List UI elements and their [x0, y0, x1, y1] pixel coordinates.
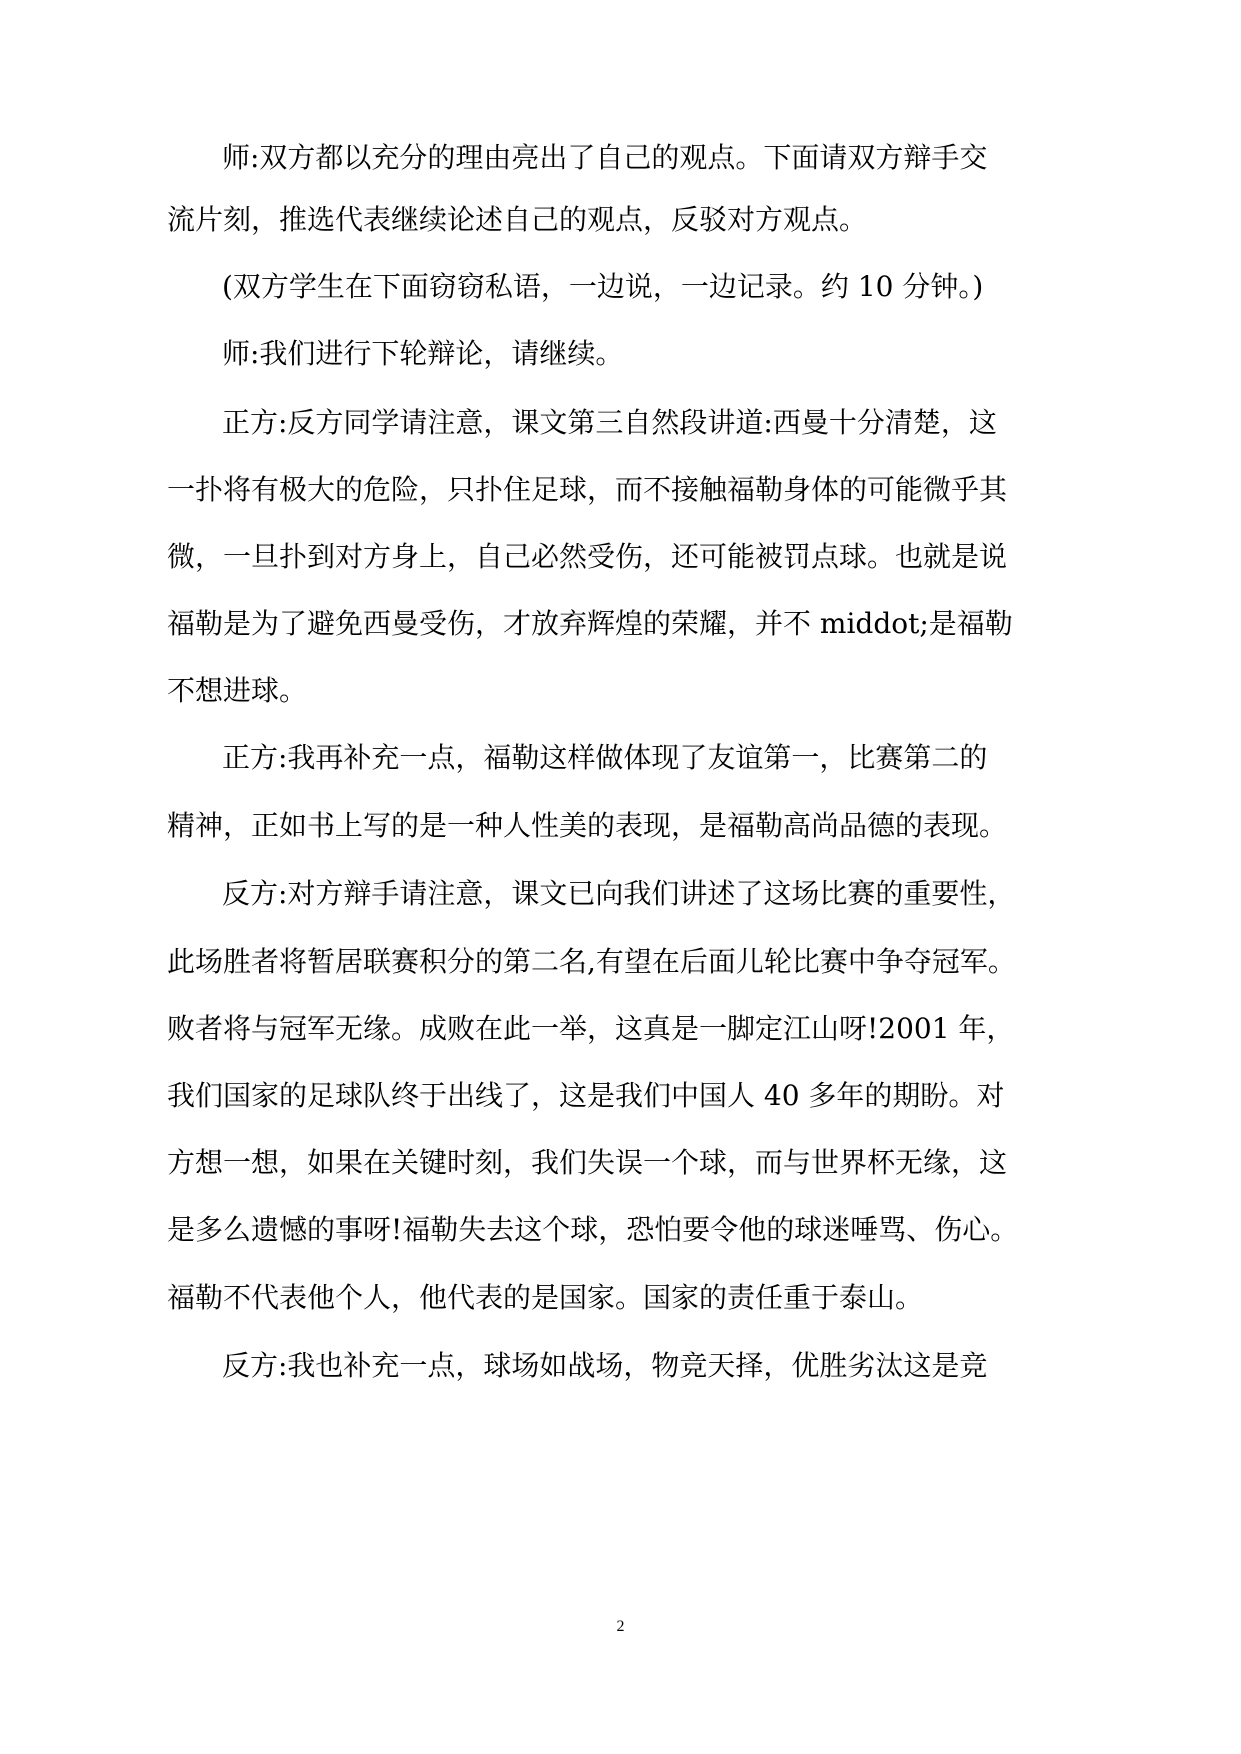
- line-text: 我们国家的足球队终于出线了，这是我们中国人 40 多年的期盼。对: [167, 1079, 1005, 1112]
- line-text: 精神，正如书上写的是一种人性美的表现，是福勒高尚品德的表现。: [167, 809, 1008, 842]
- line-text: 正方:我再补充一点，福勒这样做体现了友谊第一，比赛第二的: [222, 741, 988, 774]
- line-text: 反方:对方辩手请注意，课文已向我们讲述了这场比赛的重要性，: [222, 877, 1016, 910]
- line-text: 方想一想，如果在关键时刻，我们失误一个球，而与世界杯无缘，这: [167, 1146, 1008, 1179]
- line-text: 福勒不代表他个人，他代表的是国家。国家的责任重于泰山。: [167, 1281, 924, 1314]
- line-text: 流片刻，推选代表继续论述自己的观点，反驳对方观点。: [167, 203, 868, 236]
- line-text: 师:双方都以充分的理由亮出了自己的观点。下面请双方辩手交: [222, 141, 988, 174]
- page-number: 2: [616, 1618, 625, 1635]
- line-text: 不想进球。: [167, 674, 308, 707]
- line-text: 一扑将有极大的危险，只扑住足球，而不接触福勒身体的可能微乎其: [167, 473, 1008, 506]
- line-text: 师:我们进行下轮辩论，请继续。: [222, 337, 624, 370]
- line-text: 微，一旦扑到对方身上，自己必然受伤，还可能被罚点球。也就是说: [167, 540, 1008, 573]
- line-text: 此场胜者将暂居联赛积分的第二名,有望在后面儿轮比赛中争夺冠军。: [167, 945, 1016, 978]
- line-text: 福勒是为了避免西曼受伤，才放弃辉煌的荣耀，并不 middot;是福勒: [167, 607, 1013, 640]
- line-text: 反方:我也补充一点，球场如战场，物竞天择，优胜劣汰这是竞: [222, 1349, 988, 1382]
- line-text: (双方学生在下面窃窃私语，一边说，一边记录。约 10 分钟。): [222, 270, 984, 303]
- line-text: 败者将与冠军无缘。成败在此一举，这真是一脚定江山呀!2001 年，: [167, 1012, 1015, 1045]
- line-text: 是多么遗憾的事呀!福勒失去这个球，恐怕要令他的球迷唾骂、伤心。: [167, 1213, 1019, 1246]
- line-text: 正方:反方同学请注意，课文第三自然段讲道:西曼十分清楚，这: [222, 406, 997, 439]
